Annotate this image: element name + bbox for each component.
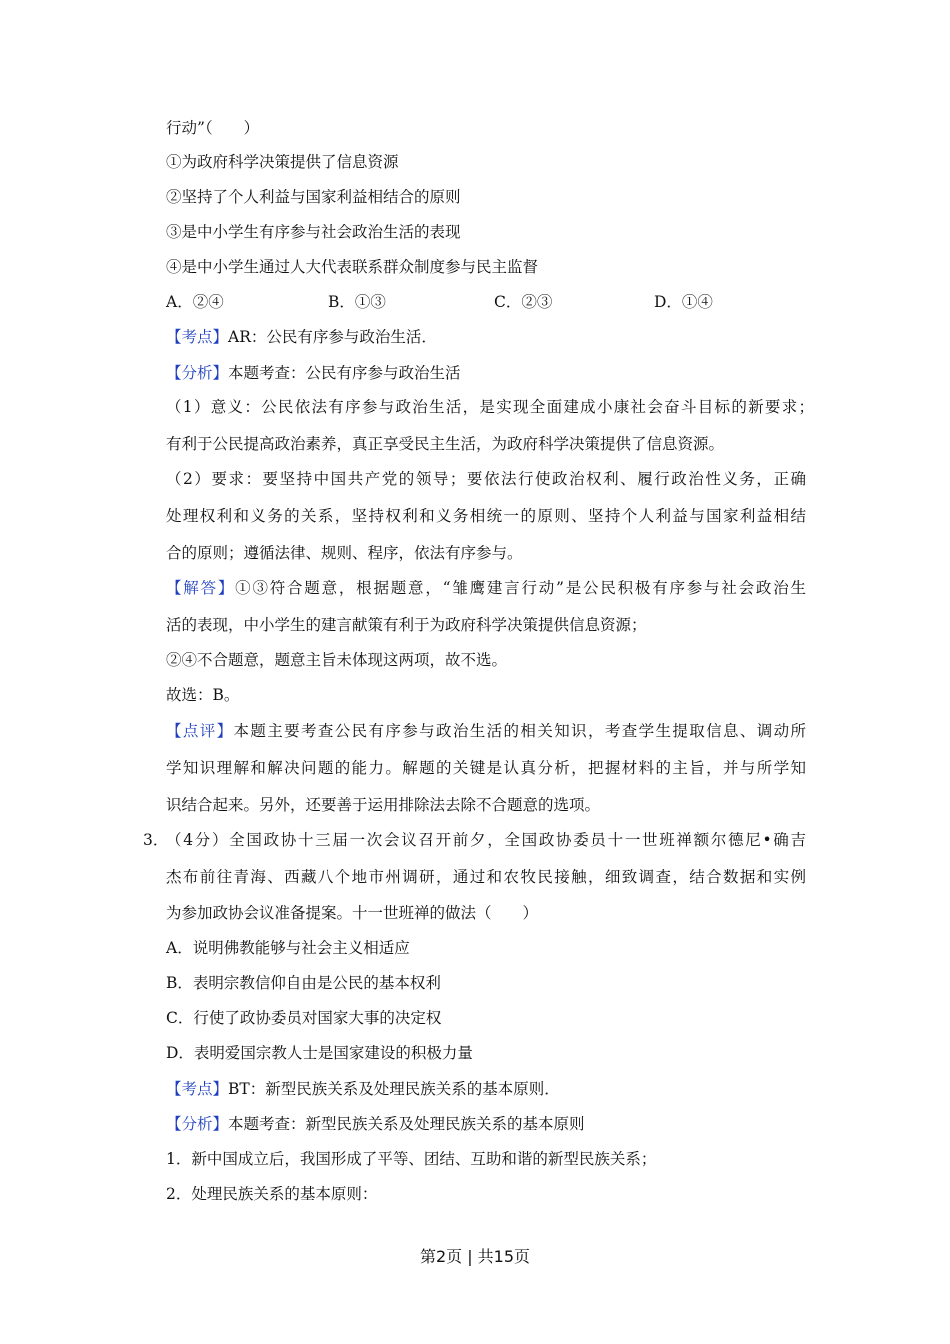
kaodian-text: BT：新型民族关系及处理民族关系的基本原则．: [228, 1080, 560, 1098]
q3-stem-line: 为参加政协会议准备提案。十一世班禅的做法（ ）: [166, 904, 539, 922]
q3-stem-line: 杰布前往青海、西藏八个地市州调研，通过和农牧民接触，细致调查，结合数据和实例: [166, 868, 806, 886]
jieda-text: ①③符合题意，根据题意，“雏鹰建言行动”是公民积极有序参与社会政治生: [235, 579, 806, 597]
q3-number: 3．: [143, 831, 169, 849]
jieda: [166, 578, 806, 598]
fenxi-line: 有利于公民提高政治素养，真正享受民主生活，为政府科学决策提供了信息资源。: [166, 435, 725, 453]
fenxi-text: 本题考查：新型民族关系及处理民族关系的基本原则: [228, 1115, 585, 1133]
fenxi-line: 2．处理民族关系的基本原则：: [166, 1185, 378, 1203]
option-b: B．①③: [328, 293, 386, 311]
fenxi-line: 处理权利和义务的关系，坚持权利和义务相统一的原则、坚持个人利益与国家利益相结: [166, 507, 806, 525]
fenxi-line: （2）要求：要坚持中国共产党的领导；要依法行使政治权利、履行政治性义务，正确: [166, 470, 806, 488]
statement: ②坚持了个人利益与国家利益相结合的原则: [166, 188, 461, 206]
fenxi-line: （1）意义：公民依法有序参与政治生活，是实现全面建成小康社会奋斗目标的新要求；: [166, 398, 814, 416]
kaodian-tag: 【考点】: [166, 1080, 229, 1098]
option-b: B．表明宗教信仰自由是公民的基本权利: [166, 974, 441, 992]
statement: ③是中小学生有序参与社会政治生活的表现: [166, 223, 461, 241]
q3-stem-line: （4分）全国政协十三届一次会议召开前夕，全国政协委员十一世班禅额尔德尼•确吉: [166, 831, 806, 849]
fenxi-line: 1．新中国成立后，我国形成了平等、团结、互助和谐的新型民族关系；: [166, 1150, 657, 1168]
dianping-line: 学知识理解和解决问题的能力。解题的关键是认真分析，把握材料的主旨，并与所学知: [166, 759, 806, 777]
jieda-tag: 【解答】: [166, 579, 236, 597]
dianping: [166, 721, 806, 741]
jieda-line: 故选：B。: [166, 686, 240, 704]
jieda-line: ②④不合题意，题意主旨未体现这两项，故不选。: [166, 651, 508, 669]
kaodian-tag: 【考点】: [166, 328, 229, 346]
fenxi-tag: 【分析】: [166, 1115, 229, 1133]
jieda-line: 活的表现，中小学生的建言献策有利于为政府科学决策提供信息资源；: [166, 616, 647, 634]
option-a: A．说明佛教能够与社会主义相适应: [166, 939, 410, 957]
fenxi-tag: 【分析】: [166, 364, 229, 382]
dianping-text: 本题主要考查公民有序参与政治生活的相关知识，考查学生提取信息、调动所: [233, 722, 806, 740]
kaodian: [166, 1079, 560, 1099]
dianping-line: 识结合起来。另外，还要善于运用排除法去除不合题意的选项。: [166, 796, 601, 814]
kaodian: [166, 327, 437, 347]
kaodian-text: AR：公民有序参与政治生活．: [228, 328, 437, 346]
option-c: C．②③: [494, 293, 553, 311]
statement: ④是中小学生通过人大代表联系群众制度参与民主监督: [166, 258, 539, 276]
option-c: C．行使了政协委员对国家大事的决定权: [166, 1009, 442, 1027]
options-row: [166, 292, 806, 312]
page-footer: 第2页 | 共15页: [419, 1247, 531, 1266]
q2-stem-tail: 行动”（ ）: [166, 119, 260, 137]
fenxi-line: 合的原则；遵循法律、规则、程序，依法有序参与。: [166, 544, 523, 562]
option-d: D．①④: [654, 293, 713, 311]
fenxi: [166, 1114, 585, 1134]
statement: ①为政府科学决策提供了信息资源: [166, 153, 399, 171]
dianping-tag: 【点评】: [166, 722, 234, 740]
fenxi-text: 本题考查：公民有序参与政治生活: [228, 364, 461, 382]
fenxi: [166, 363, 461, 383]
option-d: D．表明爱国宗教人士是国家建设的积极力量: [166, 1044, 473, 1062]
option-a: A．②④: [166, 293, 224, 311]
